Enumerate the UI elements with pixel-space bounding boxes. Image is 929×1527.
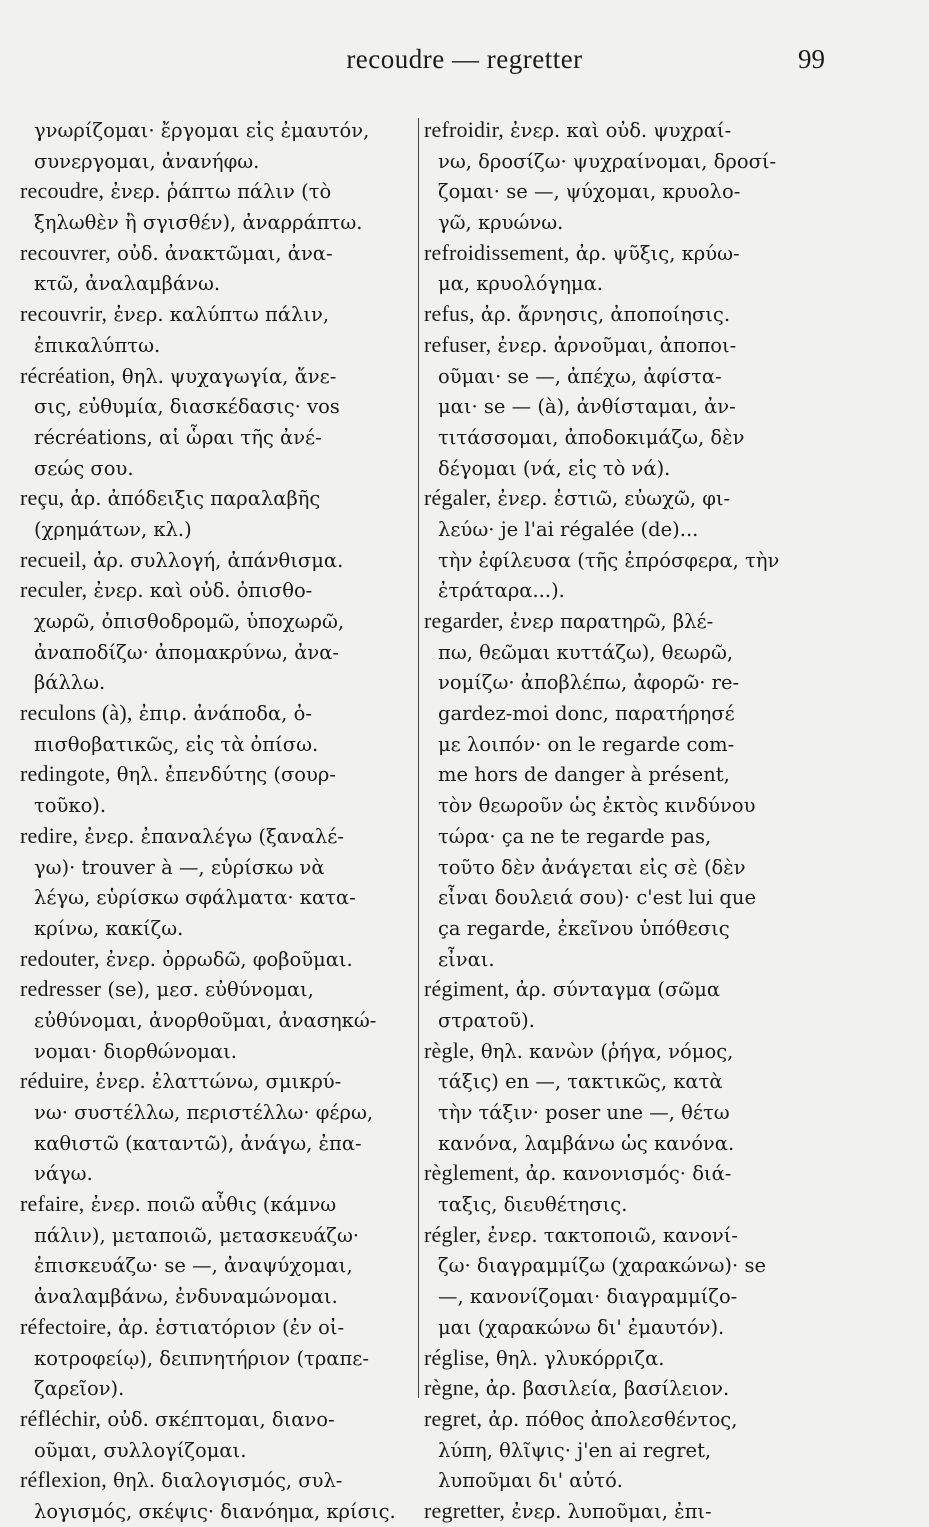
definition-text: récréations, αἱ ὧραι τῆς ἀνέ- bbox=[34, 425, 322, 449]
definition-text: νομίζω· ἀποβλέπω, ἀφορῶ· re- bbox=[438, 671, 740, 695]
headword: redouter, bbox=[20, 945, 100, 971]
definition-text: τὴν ἐφίλευσα (τῆς ἐπρόσφερα, τὴν bbox=[438, 548, 780, 572]
dictionary-line bbox=[424, 698, 834, 729]
dictionary-line bbox=[20, 238, 425, 269]
dictionary-line bbox=[424, 115, 834, 146]
dictionary-line bbox=[424, 913, 834, 944]
dictionary-line bbox=[424, 882, 834, 913]
definition-text: νω, δροσίζω· ψυχραίνομαι, δροσί- bbox=[438, 149, 777, 173]
headword: recouvrer, bbox=[20, 239, 111, 265]
headword: refroidissement, bbox=[424, 239, 570, 265]
dictionary-line bbox=[20, 667, 425, 698]
definition-text: ζομαι· se —, ψύχομαι, κρυολο- bbox=[438, 180, 741, 204]
dictionary-line bbox=[424, 268, 834, 299]
dictionary-line bbox=[424, 575, 834, 606]
definition-text: νάγω. bbox=[34, 1162, 93, 1186]
definition-text: ἀρ. ἀπόδειξις παραλαβῆς bbox=[64, 487, 321, 511]
dictionary-line bbox=[20, 115, 425, 146]
dictionary-line bbox=[20, 606, 425, 637]
dictionary-line bbox=[20, 944, 425, 975]
headword: règlement, bbox=[424, 1160, 520, 1186]
dictionary-line bbox=[20, 1373, 425, 1404]
definition-text: οὐδ. ἀνακτῶμαι, ἀνα- bbox=[110, 241, 333, 265]
headword: reculons (à), bbox=[20, 700, 133, 726]
dictionary-line bbox=[20, 1312, 425, 1343]
definition-text: πω, θεῶμαι κυττάζω), θεωρῶ, bbox=[438, 640, 734, 664]
definition-text: τὸν θεωροῦν ὡς ἐκτὸς κινδύνου bbox=[438, 794, 756, 818]
definition-text: δέγομαι (νά, εἰς τὸ νά). bbox=[438, 456, 671, 480]
definition-text: θηλ. γλυκόρριζα. bbox=[489, 1346, 665, 1370]
definition-text: καθιστῶ (καταντῶ), ἀνάγω, ἐπα- bbox=[34, 1131, 362, 1155]
dictionary-line bbox=[424, 1189, 834, 1220]
headword: régaler, bbox=[424, 485, 492, 511]
definition-text: τοῦτο δὲν ἀνάγεται εἰς σὲ (δὲν bbox=[438, 855, 746, 879]
dictionary-line bbox=[20, 729, 425, 760]
dictionary-line bbox=[424, 790, 834, 821]
definition-text: ἐνερ. καὶ οὐδ. ὀπισθο- bbox=[87, 579, 313, 603]
definition-text: ἀρ. ἑστιατόριον (ἐν οἰ- bbox=[111, 1315, 345, 1339]
headword: réglise, bbox=[424, 1344, 490, 1370]
definition-text: ἀρ. ἄρνησις, ἀποποίησις. bbox=[474, 303, 731, 327]
definition-text: χωρῶ, ὀπισθοδρομῶ, ὑποχωρῶ, bbox=[34, 610, 345, 633]
definition-text: μαι· se — (à), ἀνθίσταμαι, ἀν- bbox=[438, 395, 736, 419]
dictionary-line bbox=[20, 453, 425, 484]
definition-text: ξηλωθὲν ἢ σγισθέν), ἀναρράπτω. bbox=[34, 211, 363, 235]
headword: réfléchir, bbox=[20, 1405, 102, 1431]
headword: règne, bbox=[424, 1375, 480, 1401]
definition-text: ἐνερ. λυποῦμαι, ἐπι- bbox=[505, 1499, 712, 1523]
dictionary-line bbox=[424, 1097, 834, 1128]
definition-text: ἐνερ. τακτοποιῶ, κανονί- bbox=[481, 1223, 739, 1247]
dictionary-line bbox=[20, 1465, 425, 1496]
headword: régiment, bbox=[424, 976, 510, 1002]
dictionary-line bbox=[424, 1066, 834, 1097]
dictionary-line bbox=[424, 974, 834, 1005]
dictionary-line bbox=[20, 1189, 425, 1220]
column-divider bbox=[418, 118, 419, 1398]
headword: refus, bbox=[424, 301, 475, 327]
definition-text: ἀρ. βασιλεία, βασίλειον. bbox=[479, 1377, 730, 1401]
definition-text: πισθοβατικῶς, εἰς τὰ ὀπίσω. bbox=[34, 732, 319, 756]
headword: règle, bbox=[424, 1037, 475, 1063]
definition-text: ἐπικαλύπτω. bbox=[34, 333, 161, 357]
dictionary-line bbox=[424, 1496, 834, 1527]
dictionary-line bbox=[424, 759, 834, 790]
definition-text: ἐτράταρα...). bbox=[438, 579, 565, 603]
dictionary-line bbox=[424, 391, 834, 422]
definition-text: μαι (χαρακώνω δι' ἐμαυτόν). bbox=[438, 1315, 725, 1339]
headword: refuser, bbox=[424, 331, 492, 357]
dictionary-line bbox=[424, 1343, 834, 1374]
definition-text: ἐπισκευάζω· se —, ἀναψύχομαι, bbox=[34, 1254, 353, 1278]
definition-text: ἐνερ. καὶ οὐδ. ψυχραί- bbox=[503, 119, 732, 142]
definition-text: μα, κρυολόγημα. bbox=[438, 272, 603, 296]
dictionary-line bbox=[424, 238, 834, 269]
definition-text: ἐνερ. ῥάπτω πάλιν (τὸ bbox=[104, 180, 332, 204]
headword: régler, bbox=[424, 1221, 482, 1247]
dictionary-line bbox=[424, 483, 834, 514]
definition-text: γῶ, κρυώνω. bbox=[438, 211, 564, 235]
dictionary-line bbox=[424, 1036, 834, 1067]
dictionary-line bbox=[424, 361, 834, 392]
definition-text: ἀρ. σύνταγμα (σῶμα bbox=[509, 978, 721, 1002]
dictionary-line bbox=[424, 1404, 834, 1435]
definition-text: ἀρ. κανονισμός· διά- bbox=[519, 1162, 732, 1186]
dictionary-line bbox=[20, 299, 425, 330]
definition-text: κανόνα, λαμβάνω ὡς κανόνα. bbox=[438, 1131, 735, 1155]
definition-text: ζαρεῖον). bbox=[34, 1377, 125, 1401]
dictionary-line bbox=[20, 422, 425, 453]
dictionary-line bbox=[20, 1435, 425, 1466]
dictionary-line bbox=[20, 1097, 425, 1128]
definition-text: με λοιπόν· on le regarde com- bbox=[438, 732, 735, 756]
dictionary-line bbox=[424, 1465, 834, 1496]
definition-text: ἐνερ. ἐπαναλέγω (ξαναλέ- bbox=[78, 824, 344, 848]
definition-text: σεώς σου. bbox=[34, 456, 134, 480]
dictionary-line bbox=[20, 575, 425, 606]
dictionary-line bbox=[20, 483, 425, 514]
definition-text: τώρα· ça ne te regarde pas, bbox=[438, 824, 712, 848]
definition-text: τάξις) en —, τακτικῶς, κατὰ bbox=[438, 1070, 723, 1094]
dictionary-line bbox=[20, 882, 425, 913]
definition-text: ἐνερ. ἐλαττώνω, σμικρύ- bbox=[89, 1070, 342, 1094]
dictionary-line bbox=[424, 606, 834, 637]
dictionary-line bbox=[424, 207, 834, 238]
definition-text: γνωρίζομαι· ἔργομαι εἰς ἐμαυτόν, bbox=[34, 119, 370, 142]
left-column bbox=[20, 115, 425, 1527]
dictionary-line bbox=[20, 790, 425, 821]
dictionary-line bbox=[424, 821, 834, 852]
dictionary-line bbox=[424, 1005, 834, 1036]
definition-text: θηλ. κανὼν (ῥήγα, νόμος, bbox=[474, 1039, 734, 1063]
definition-text: ἐνερ. καλύπτω πάλιν, bbox=[107, 303, 330, 327]
dictionary-line bbox=[424, 944, 834, 975]
dictionary-line bbox=[424, 852, 834, 883]
dictionary-line bbox=[20, 514, 425, 545]
dictionary-line bbox=[20, 545, 425, 576]
dictionary-line bbox=[20, 852, 425, 883]
dictionary-line bbox=[424, 1312, 834, 1343]
dictionary-line bbox=[424, 514, 834, 545]
page-header bbox=[0, 44, 929, 84]
dictionary-line bbox=[20, 1220, 425, 1251]
definition-text: εἶναι. bbox=[438, 947, 495, 971]
definition-text: εἶναι δουλειά σου)· c'est lui que bbox=[438, 886, 757, 910]
dictionary-line bbox=[20, 759, 425, 790]
definition-text: λέγω, εὑρίσκω σφάλματα· κατα- bbox=[34, 886, 356, 910]
definition-text: gardez-moi donc, παρατήρησέ bbox=[438, 702, 735, 726]
headword: réfectoire, bbox=[20, 1313, 112, 1339]
dictionary-line bbox=[424, 1281, 834, 1312]
definition-text: ἀναλαμβάνω, ἐνδυναμώνομαι. bbox=[34, 1285, 338, 1309]
definition-text: —, κανονίζομαι· διαγραμμίζο- bbox=[438, 1285, 738, 1309]
running-title: recoudre — regretter bbox=[346, 44, 583, 74]
definition-text: ἐνερ. ὀρρωδῶ, φοβοῦμαι. bbox=[99, 947, 353, 971]
dictionary-line bbox=[424, 299, 834, 330]
definition-text: ἐνερ. ἀρνοῦμαι, ἀποποι- bbox=[491, 333, 737, 357]
definition-text: τιτάσσομαι, ἀποδοκιμάζω, δὲν bbox=[438, 425, 745, 449]
dictionary-line bbox=[20, 1250, 425, 1281]
definition-text: ἐπιρ. ἀνάποδα, ὀ- bbox=[132, 702, 312, 726]
dictionary-line bbox=[20, 1128, 425, 1159]
headword: réduire, bbox=[20, 1068, 90, 1094]
dictionary-line bbox=[424, 176, 834, 207]
dictionary-line bbox=[20, 974, 425, 1005]
dictionary-line bbox=[20, 1496, 425, 1527]
definition-text: τοῦκο). bbox=[34, 794, 107, 818]
dictionary-line bbox=[424, 1158, 834, 1189]
definition-text: λύπη, θλῖψις· j'en ai regret, bbox=[438, 1438, 712, 1462]
definition-text: ἀρ. συλλογή, ἀπάνθισμα. bbox=[86, 548, 344, 572]
definition-text: στρατοῦ). bbox=[438, 1008, 535, 1032]
dictionary-line bbox=[20, 1404, 425, 1435]
dictionary-line bbox=[20, 146, 425, 177]
dictionary-line bbox=[20, 821, 425, 852]
definition-text: σις, εὐθυμία, διασκέδασις· vos bbox=[34, 395, 340, 419]
headword: regret, bbox=[424, 1405, 483, 1431]
dictionary-line bbox=[20, 1281, 425, 1312]
dictionary-line bbox=[424, 1220, 834, 1251]
dictionary-line bbox=[20, 176, 425, 207]
definition-text: οὐδ. σκέπτομαι, διανο- bbox=[101, 1407, 335, 1431]
definition-text: κτῶ, ἀναλαμβάνω. bbox=[34, 272, 221, 296]
definition-text: ἐνερ. ποιῶ αὖθις (κάμνω bbox=[84, 1193, 337, 1217]
definition-text: me hors de danger à présent, bbox=[438, 763, 730, 787]
dictionary-line bbox=[20, 361, 425, 392]
definition-text: λογισμός, σκέψις· διανόημα, κρίσις. bbox=[34, 1499, 396, 1523]
definition-text: οῦμαι, συλλογίζομαι. bbox=[34, 1438, 247, 1462]
definition-text: θηλ. ἐπενδύτης (σουρ- bbox=[110, 763, 336, 787]
dictionary-line bbox=[424, 146, 834, 177]
definition-text: θηλ. ψυχαγωγία, ἄνε- bbox=[115, 364, 337, 388]
definition-text: γω)· trouver à —, εὑρίσκω νὰ bbox=[34, 855, 325, 879]
dictionary-line bbox=[20, 1036, 425, 1067]
definition-text: ἀρ. ψῦξις, κρύω- bbox=[569, 241, 740, 265]
definition-text: πάλιν), μεταποιῶ, μετασκευάζω· bbox=[34, 1223, 360, 1247]
dictionary-line bbox=[20, 698, 425, 729]
dictionary-line bbox=[20, 330, 425, 361]
dictionary-line bbox=[424, 422, 834, 453]
definition-text: (se), μεσ. εὐθύνομαι, bbox=[101, 978, 314, 1002]
headword: regarder, bbox=[424, 608, 504, 633]
page-number: 99 bbox=[798, 44, 825, 74]
definition-text: νω· συστέλλω, περιστέλλω· φέρω, bbox=[34, 1101, 374, 1124]
dictionary-line bbox=[424, 453, 834, 484]
headword: recoudre, bbox=[20, 178, 105, 204]
dictionary-line bbox=[424, 667, 834, 698]
headword: refroidir, bbox=[424, 117, 504, 142]
headword: refaire, bbox=[20, 1191, 85, 1217]
dictionary-line bbox=[424, 729, 834, 760]
definition-text: ζω· διαγραμμίζω (χαρακώνω)· se bbox=[438, 1254, 766, 1278]
dictionary-line bbox=[20, 1158, 425, 1189]
definition-text: ça regarde, ἐκεῖνου ὑπόθεσις bbox=[438, 916, 730, 940]
definition-text: ἀναποδίζω· ἀπομακρύνω, ἀνα- bbox=[34, 640, 340, 664]
right-column bbox=[424, 115, 834, 1527]
definition-text: ἐνερ παρατηρῶ, βλέ- bbox=[503, 610, 714, 633]
definition-text: λεύω· je l'ai régalée (de)... bbox=[438, 517, 699, 541]
definition-text: νομαι· διορθώνομαι. bbox=[34, 1039, 237, 1063]
headword: récréation, bbox=[20, 362, 116, 388]
definition-text: ἀρ. πόθος ἀπολεσθέντος, bbox=[482, 1407, 738, 1431]
headword: reculer, bbox=[20, 577, 88, 603]
definition-text: εὐθύνομαι, ἀνορθοῦμαι, ἀνασηκώ- bbox=[34, 1008, 377, 1032]
headword: redresser bbox=[20, 976, 102, 1002]
dictionary-line bbox=[20, 637, 425, 668]
dictionary-line bbox=[20, 268, 425, 299]
definition-text: βάλλω. bbox=[34, 671, 106, 695]
dictionary-line bbox=[20, 391, 425, 422]
dictionary-line bbox=[424, 545, 834, 576]
definition-text: συνεργομαι, ἀνανήφω. bbox=[34, 149, 260, 173]
dictionary-line bbox=[20, 1066, 425, 1097]
headword: redingote, bbox=[20, 761, 111, 787]
dictionary-line bbox=[20, 913, 425, 944]
definition-text: θηλ. διαλογισμός, συλ- bbox=[106, 1469, 343, 1493]
headword: recouvrir, bbox=[20, 301, 108, 327]
dictionary-line bbox=[424, 1373, 834, 1404]
dictionary-line bbox=[424, 1435, 834, 1466]
dictionary-line bbox=[20, 207, 425, 238]
dictionary-line bbox=[424, 637, 834, 668]
headword: reçu, bbox=[20, 485, 65, 511]
headword: réflexion, bbox=[20, 1467, 107, 1493]
headword: recueil, bbox=[20, 546, 87, 572]
dictionary-line bbox=[20, 1343, 425, 1374]
definition-text: τὴν τάξιν· poser une —, θέτω bbox=[438, 1101, 730, 1124]
definition-text: λυποῦμαι δι' αὐτό. bbox=[438, 1469, 624, 1493]
definition-text: ἐνερ. ἑστιῶ, εὐωχῶ, φι- bbox=[491, 487, 731, 511]
definition-text: ταξις, διευθέτησις. bbox=[438, 1193, 628, 1217]
dictionary-line bbox=[424, 1128, 834, 1159]
definition-text: οῦμαι· se —, ἀπέχω, ἀφίστα- bbox=[438, 364, 722, 388]
dictionary-line bbox=[424, 330, 834, 361]
dictionary-line bbox=[424, 1250, 834, 1281]
headword: redire, bbox=[20, 822, 79, 848]
definition-text: κοτροφείῳ), δειπνητήριον (τραπε- bbox=[34, 1346, 369, 1370]
definition-text: (χρημάτων, κλ.) bbox=[34, 517, 192, 541]
definition-text: κρίνω, κακίζω. bbox=[34, 916, 184, 940]
dictionary-line bbox=[20, 1005, 425, 1036]
headword: regretter, bbox=[424, 1497, 506, 1523]
